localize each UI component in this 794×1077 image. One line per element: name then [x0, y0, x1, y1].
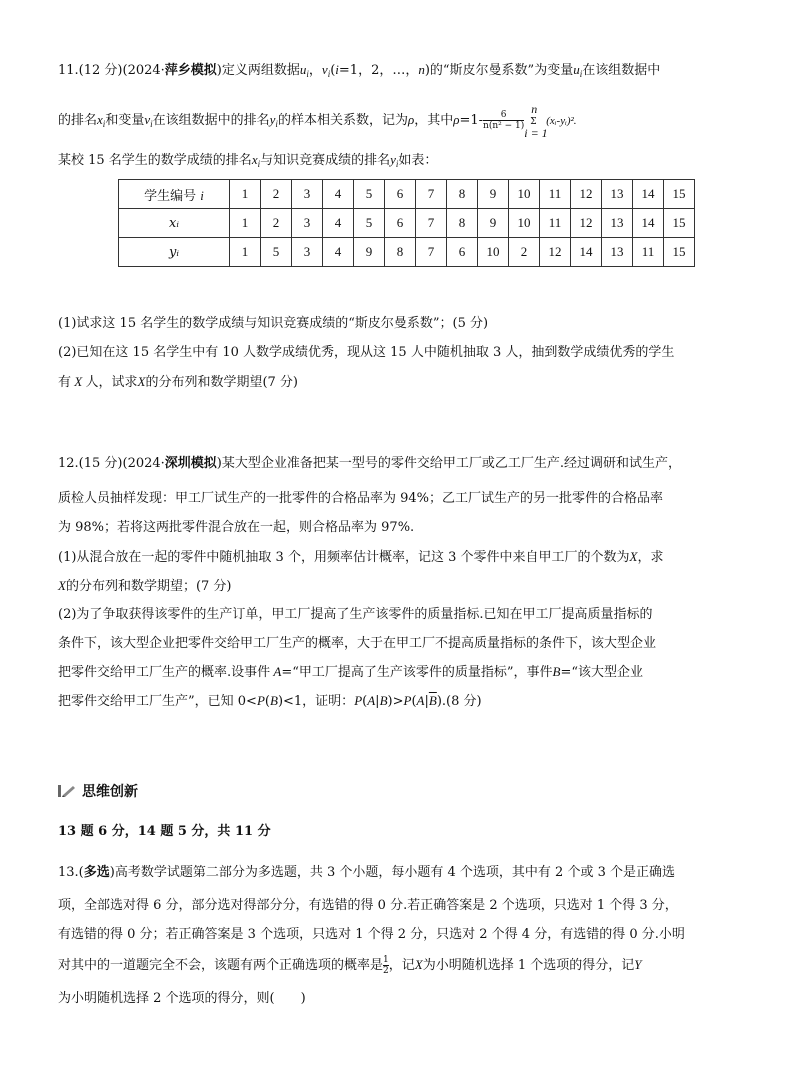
- q13-line-5: 为小明随机选择 2 个选项的得分，则( ): [58, 991, 306, 1006]
- q13-line-2: 项，全部选对得 6 分，部分选对得部分分，有选错的得 0 分.若正确答案是 2 个选项，只选对 1 个得 3 分，: [58, 898, 678, 913]
- table-cell: 2: [509, 238, 540, 267]
- table-cell: 7: [416, 209, 447, 238]
- q13-fraction: $\frac{1}{2}$: [383, 955, 389, 976]
- table-cell: 5: [354, 209, 385, 238]
- table-cell: 3: [292, 209, 323, 238]
- table-cell: 15: [664, 238, 695, 267]
- table-cell: 6: [385, 180, 416, 209]
- table-cell: 4: [323, 238, 354, 267]
- table-cell: 3: [292, 238, 323, 267]
- q12-source: 深圳模拟: [164, 456, 217, 471]
- table-cell: 11: [540, 209, 571, 238]
- q11-line-1: 11.(12 分)(2024·萍乡模拟)定义两组数据$u_i$，$v_i(i=1$，2，…，n)的“斯皮尔曼系数”为变量$u_i$在该组数据中: [58, 62, 661, 79]
- section-score: 13 题 6 分，14 题 5 分，共 11 分: [58, 824, 271, 839]
- table-cell: 8: [447, 209, 478, 238]
- q12-line-8: 把零件交给甲工厂生产的概率.设事件 A=“甲工厂提高了生产该零件的质量指标”，事件B=“该大型企业: [58, 664, 644, 680]
- sum-symbol: n Σ i = 1: [524, 101, 548, 140]
- table-cell: 3: [292, 180, 323, 209]
- q12-line-6: (2)为了争取获得该零件的生产订单，甲工厂提高了生产该零件的质量指标.已知在甲工厂提高质量指标的: [58, 607, 653, 622]
- table-cell: 12: [571, 180, 602, 209]
- q12-line-5: X的分布列和数学期望；(7 分): [58, 578, 232, 594]
- table-cell: 11: [540, 180, 571, 209]
- table-cell: 15: [664, 180, 695, 209]
- q11-part-2-line-1: (2)已知在这 15 名学生中有 10 人数学成绩优秀，现从这 15 人中随机抽取 3 人，抽到数学成绩优秀的学生: [58, 345, 675, 360]
- table-cell: 15: [664, 209, 695, 238]
- q13-line-1: 13.(多选)高考数学试题第二部分为多选题，共 3 个小题，每小题有 4 个选项，其中有 2 个或 3 个是正确选: [58, 865, 675, 880]
- q11-source: 萍乡模拟: [164, 63, 217, 78]
- table-cell: 4: [323, 180, 354, 209]
- q12-line-3: 为 98%；若将这两批零件混合放在一起，则合格品率为 97%.: [58, 520, 415, 535]
- table-cell: 6: [447, 238, 478, 267]
- table-cell: 1: [230, 209, 261, 238]
- table-cell: 8: [385, 238, 416, 267]
- table-cell: 6: [385, 209, 416, 238]
- table-cell: 14: [633, 209, 664, 238]
- table-cell: 11: [633, 238, 664, 267]
- table-cell: 13: [602, 180, 633, 209]
- table-cell: 2: [261, 180, 292, 209]
- table-cell: 7: [416, 180, 447, 209]
- table-cell: 9: [478, 209, 509, 238]
- q11-line-2: 的排名$x_i$和变量$v_i$在该组数据中的排名$y_i$的样本相关系数，记为ρ，其中ρ=1- $\frac{6}{\text{n(n² − 1)}}$ n Σ i = 1 (xᵢ-yᵢ)².: [58, 101, 577, 140]
- table-cell: 14: [633, 180, 664, 209]
- q13-line-3: 有选错的得 0 分；若正确答案是 3 个选项，只选对 1 个得 2 分，只选对 2 个得 4 分，有选错的得 0 分.小明: [58, 927, 685, 942]
- table-cell: 14: [571, 238, 602, 267]
- table-cell: 10: [509, 209, 540, 238]
- table-row-x: [119, 209, 695, 238]
- table-cell: 5: [261, 238, 292, 267]
- table-cell: 12: [571, 209, 602, 238]
- q12-line-7: 条件下，该大型企业把零件交给甲工厂生产的概率，大于在甲工厂不提高质量指标的条件下，该大型企业: [58, 636, 657, 651]
- q11-fraction: $\frac{6}{\text{n(n² − 1)}}$: [483, 110, 525, 131]
- section-title: 思维创新: [82, 784, 138, 800]
- table-cell: 10: [478, 238, 509, 267]
- q12-line-9: 把零件交给甲工厂生产”，已知 0<P(B)<1，证明：$P(A|B)>P(A|\overline{B}).(8$ 分): [58, 693, 482, 709]
- table-cell: 12: [540, 238, 571, 267]
- table-cell: 5: [354, 180, 385, 209]
- row-label-y: yᵢ: [119, 238, 230, 267]
- table-cell: 10: [509, 180, 540, 209]
- row-label-x: xᵢ: [119, 209, 230, 238]
- q12-line-2: 质检人员抽样发现：甲工厂试生产的一批零件的合格品率为 94%；乙工厂试生产的另一批零件的合格品率: [58, 491, 664, 506]
- table-header-label: 学生编号 i: [119, 180, 230, 209]
- q11-line-3: 某校 15 名学生的数学成绩的排名$x_i$与知识竞赛成绩的排名$y_i$如表：: [58, 152, 438, 169]
- table-cell: 1: [230, 180, 261, 209]
- q12-line-4: (1)从混合放在一起的零件中随机抽取 3 个，用频率估计概率，记这 3 个零件中来自甲工厂的个数为X，求: [58, 549, 664, 565]
- table-cell: 13: [602, 238, 633, 267]
- q11-part-1: (1)试求这 15 名学生的数学成绩与知识竞赛成绩的“斯皮尔曼系数”；(5 分): [58, 316, 489, 331]
- table-cell: 9: [354, 238, 385, 267]
- q13-line-4: 对其中的一道题完全不会，该题有两个正确选项的概率是 $\frac{1}{2}$，记X为小明随机选择 1 个选项的得分，记Y: [58, 955, 642, 976]
- table-cell: 8: [447, 180, 478, 209]
- table-cell: 4: [323, 209, 354, 238]
- table-cell: 9: [478, 180, 509, 209]
- table-cell: 2: [261, 209, 292, 238]
- q12-line-1: 12.(15 分)(2024·深圳模拟)某大型企业准备把某一型号的零件交给甲工厂或乙工厂生产.经过调研和试生产，: [58, 456, 682, 471]
- ranking-table: [118, 179, 695, 267]
- table-row-y: [119, 238, 695, 267]
- pencil-icon: [58, 785, 76, 797]
- table-cell: 7: [416, 238, 447, 267]
- q13-tag: 多选: [83, 865, 110, 880]
- table-cell: 1: [230, 238, 261, 267]
- table-cell: 13: [602, 209, 633, 238]
- table-header-row: [119, 180, 695, 209]
- q11-part-2-line-2: 有 X 人，试求X的分布列和数学期望(7 分): [58, 374, 298, 390]
